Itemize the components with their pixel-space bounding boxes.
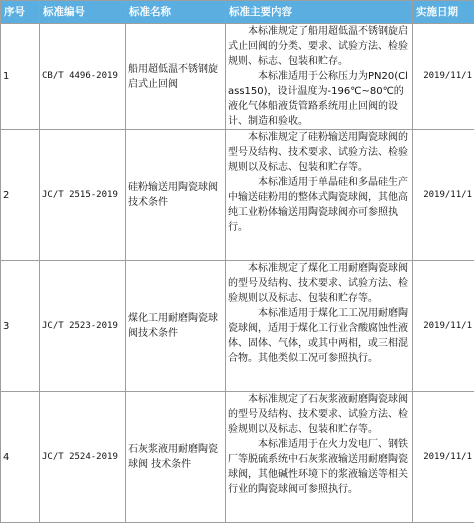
row-date: 2019/11/1: [413, 24, 474, 130]
table-row: [1, 130, 474, 261]
row-name: 船用超低温不锈钢旋启式止回阀: [126, 24, 226, 130]
row-name: 硅粉输送用陶瓷球阀技术条件: [126, 130, 226, 261]
row-num: 4: [1, 392, 40, 523]
content-application: 本标准适用于单晶硅和多晶硅生产中输送硅粉用的整体式陶瓷球阀，其他高纯工业粉体输送用陶瓷球阀亦可参照执行。: [228, 175, 410, 235]
row-name: 石灰浆液用耐磨陶瓷球阀 技术条件: [126, 392, 226, 523]
row-num: 2: [1, 130, 40, 261]
table-row: [1, 392, 474, 523]
row-code: JC/T 2524-2019: [40, 392, 126, 523]
header-content: 标准主要内容: [226, 1, 413, 24]
table-row: [1, 24, 474, 130]
table-row: [1, 261, 474, 392]
row-code: JC/T 2523-2019: [40, 261, 126, 392]
content-application: 本标准适用于公称压力为PN20(Class150)，设计温度为-196℃~80℃的液化气体船液货管路系统用止回阀的设计、制造和验收。: [228, 69, 410, 129]
row-content: [226, 130, 413, 261]
row-num: 1: [1, 24, 40, 130]
content-application: 本标准适用于煤化工工况用耐磨陶瓷球阀，适用于煤化工行业含酸腐蚀性液体、固体、气体，或其中两相，或三相混合物。其他类似工况可参照执行。: [228, 306, 410, 366]
header-num: 序号: [1, 1, 40, 24]
row-code: CB/T 4496-2019: [40, 24, 126, 130]
row-date: 2019/11/1: [413, 130, 474, 261]
content-scope: 本标准规定了煤化工用耐磨陶瓷球阀的型号及结构、技术要求、试验方法、检验规则以及标志、包装和贮存等。: [228, 261, 410, 306]
table-header-row: [1, 1, 474, 24]
row-content: [226, 24, 413, 130]
content-scope: 本标准规定了石灰浆液耐磨陶瓷球阀的型号及结构、技术要求、试验方法、检验规则以及标志、包装和贮存等。: [228, 392, 410, 437]
content-scope: 本标准规定了船用超低温不锈钢旋启式止回阀的分类、要求、试验方法、检验规则、标志、包装和贮存。: [228, 24, 410, 69]
row-content: [226, 392, 413, 523]
row-name: 煤化工用耐磨陶瓷球阀技术条件: [126, 261, 226, 392]
header-date: 实施日期: [413, 1, 474, 24]
row-content: [226, 261, 413, 392]
row-code: JC/T 2515-2019: [40, 130, 126, 261]
header-code: 标准编号: [40, 1, 126, 24]
content-application: 本标准适用于在火力发电厂、钢铁厂等脱硫系统中石灰浆液输送用耐磨陶瓷球阀，其他碱性环境下的浆液输送等相关行业的陶瓷球阀可参照执行。: [228, 437, 410, 497]
content-scope: 本标准规定了硅粉输送用陶瓷球阀的型号及结构、技术要求、试验方法、检验规则以及标志、包装和贮存等。: [228, 130, 410, 175]
row-date: 2019/11/1: [413, 392, 474, 523]
row-num: 3: [1, 261, 40, 392]
header-name: 标准名称: [126, 1, 226, 24]
row-date: 2019/11/1: [413, 261, 474, 392]
